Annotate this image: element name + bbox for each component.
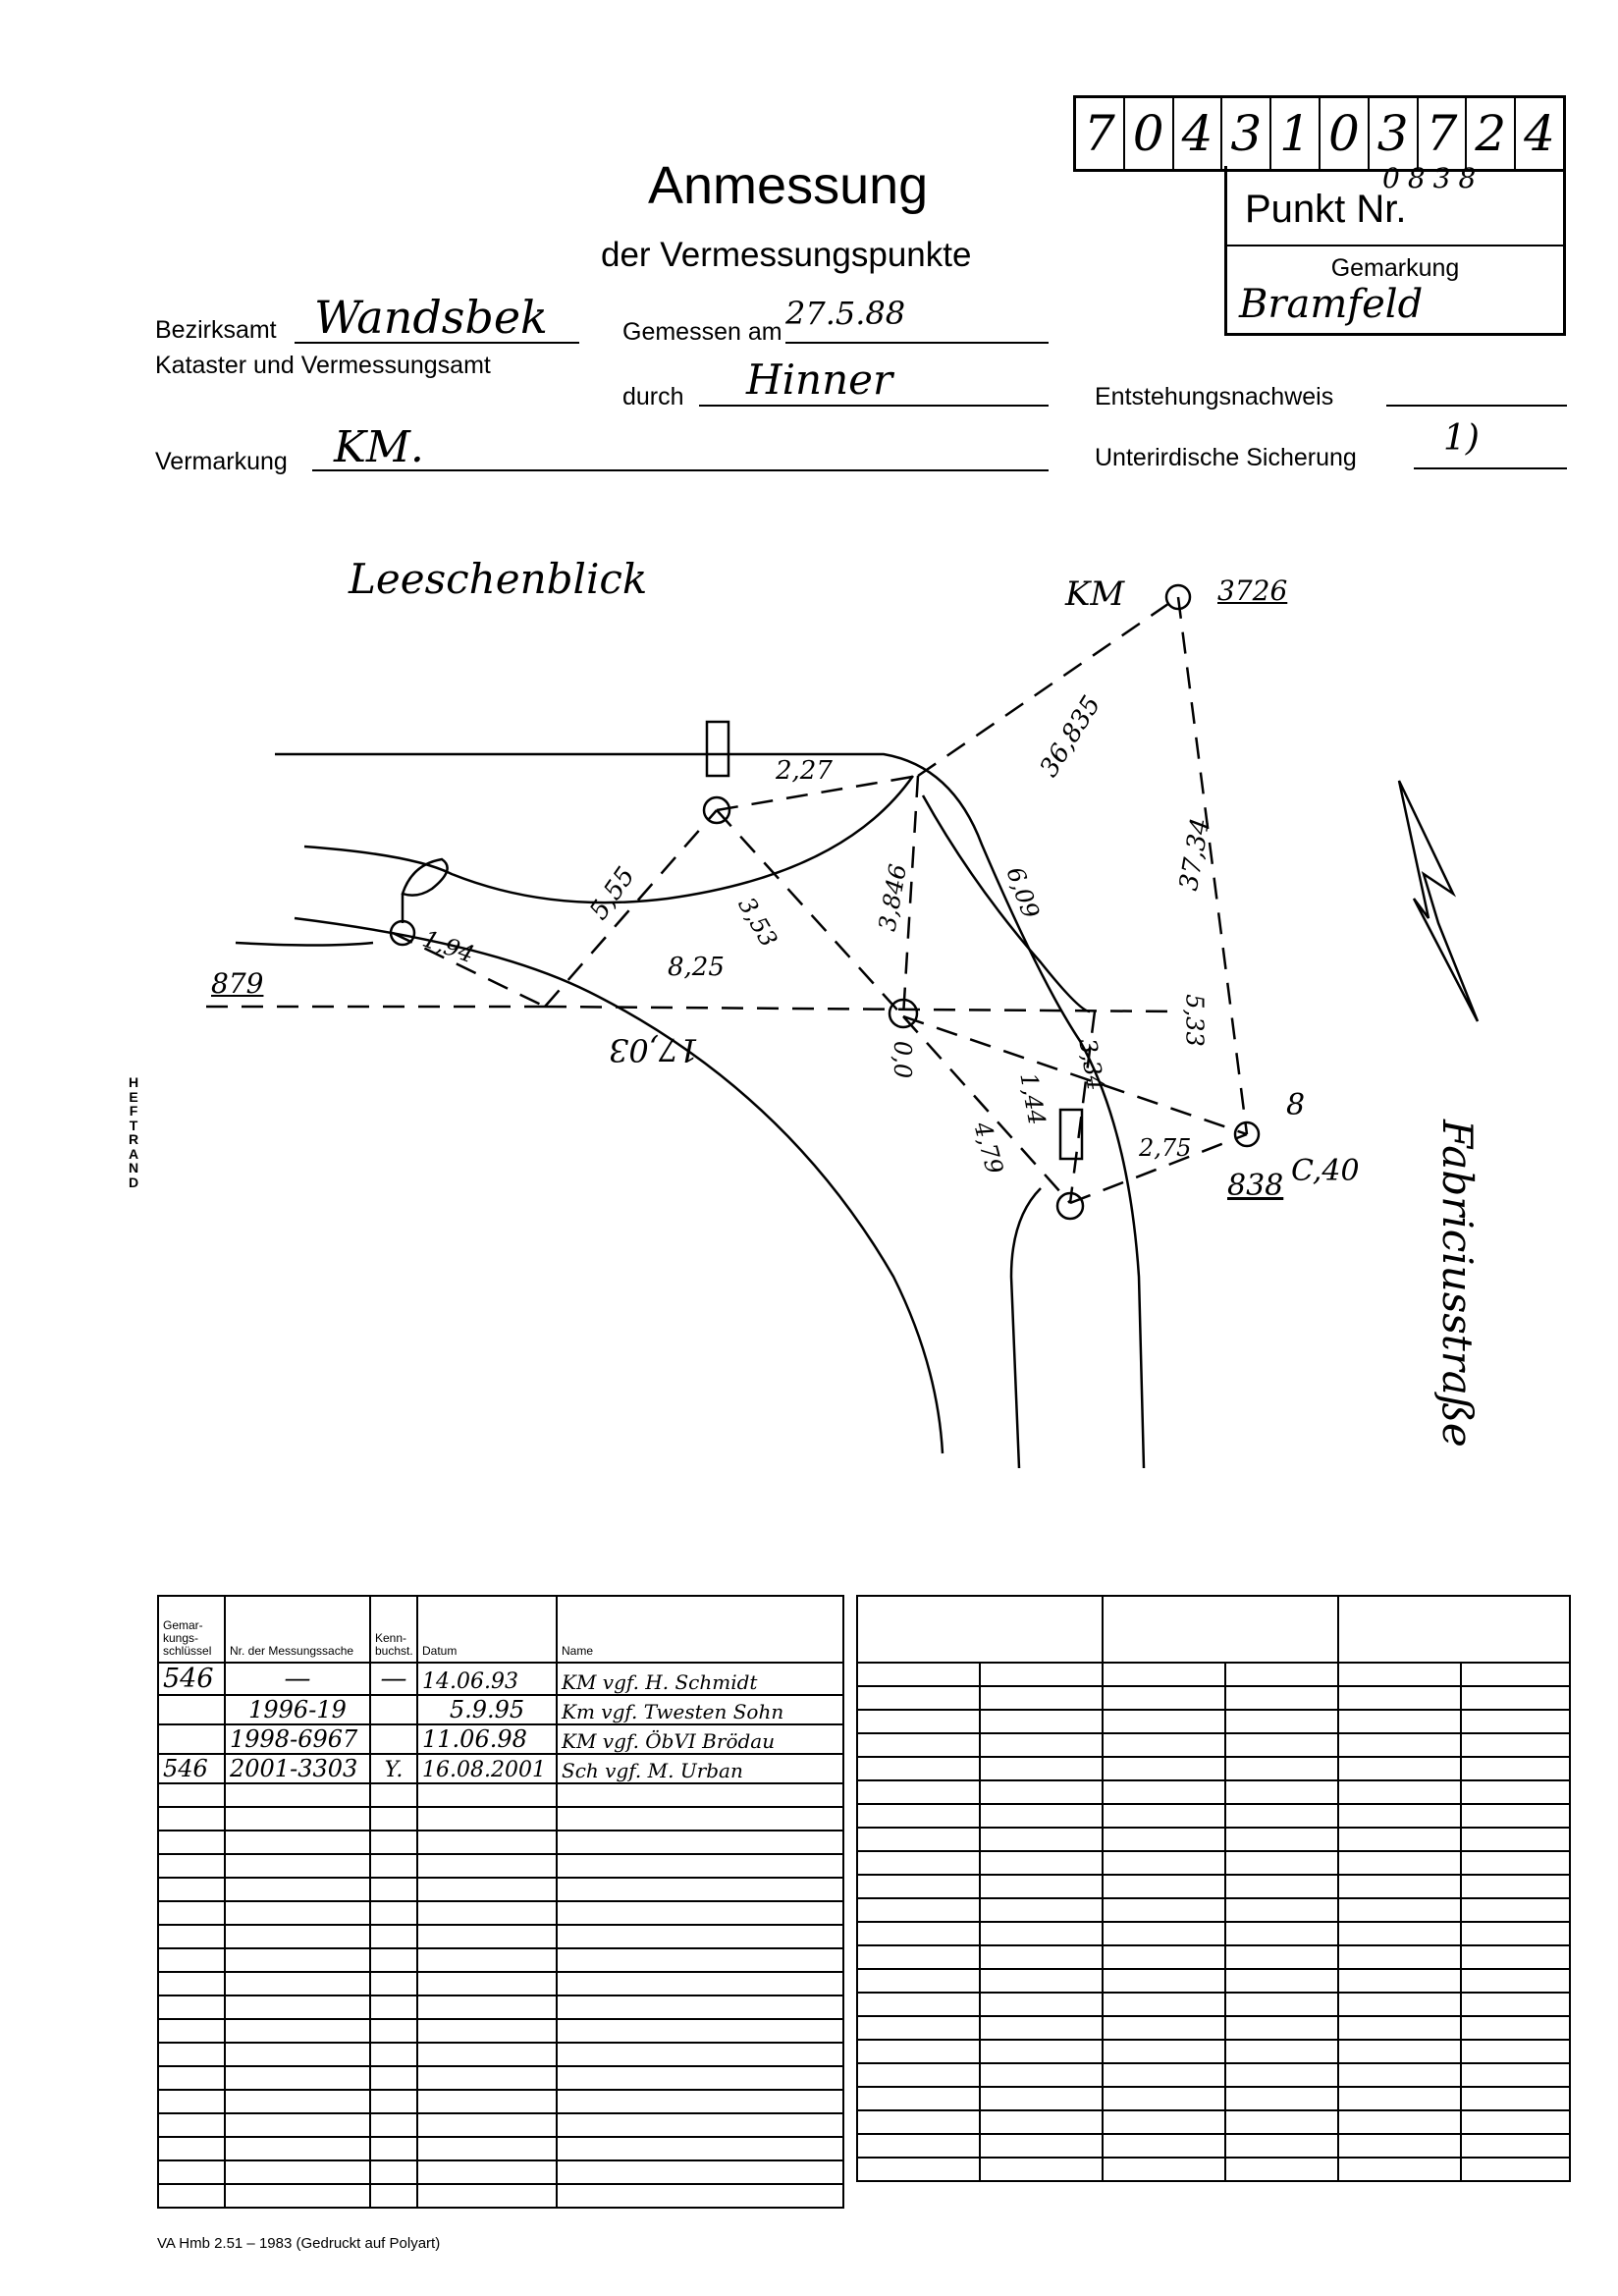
table-row bbox=[158, 2043, 843, 2066]
document-subtitle: der Vermessungspunkte bbox=[601, 236, 972, 274]
column-header: Kenn-buchst. bbox=[370, 1596, 417, 1663]
cell: 16.08.2001 bbox=[417, 1754, 557, 1783]
digit-cell: 3 bbox=[1222, 98, 1271, 169]
table-row bbox=[857, 2040, 1570, 2063]
cell: 2001-3303 bbox=[225, 1754, 370, 1783]
cell: 11.06.98 bbox=[417, 1724, 557, 1754]
table-row bbox=[857, 1922, 1570, 1945]
column-header: Name bbox=[557, 1596, 843, 1663]
table-row bbox=[857, 1898, 1570, 1922]
km-label: KM bbox=[1065, 574, 1125, 614]
table-row bbox=[158, 1854, 843, 1878]
cell: Sch vgf. M. Urban bbox=[557, 1754, 843, 1783]
table-row bbox=[158, 1831, 843, 1854]
table-row bbox=[158, 2090, 843, 2113]
point-879-label: 879 bbox=[211, 967, 264, 1000]
measure-label: 5,33 bbox=[1180, 994, 1209, 1047]
table-row bbox=[857, 2110, 1570, 2134]
table-row bbox=[158, 2184, 843, 2208]
table-row bbox=[857, 2134, 1570, 2158]
measure-label: 2,75 bbox=[1139, 1134, 1192, 1162]
vermarkung-value: KM. bbox=[334, 422, 424, 472]
point-838-label: 838 bbox=[1227, 1169, 1284, 1203]
table-row bbox=[857, 1945, 1570, 1969]
digit-cell: 1 bbox=[1271, 98, 1321, 169]
road-curve-lower bbox=[1011, 1188, 1041, 1468]
table-row bbox=[857, 1804, 1570, 1828]
table-row bbox=[158, 1695, 843, 1724]
digit-cell: 0 bbox=[1321, 98, 1370, 169]
measure-label: 17,03 bbox=[609, 1031, 699, 1068]
punkt-label: Punkt Nr. bbox=[1245, 188, 1407, 231]
digit-cell: 4 bbox=[1524, 105, 1555, 162]
table-row bbox=[857, 2087, 1570, 2110]
digit-cell: 0 bbox=[1125, 98, 1174, 169]
cell bbox=[158, 1724, 225, 1754]
cell bbox=[370, 1695, 417, 1724]
form-footer: VA Hmb 2.51 – 1983 (Gedruckt auf Polyart) bbox=[157, 2235, 441, 2252]
column-header: Gemar-kungs-schlüssel bbox=[158, 1596, 225, 1663]
heftrand-label: HEFTRAND bbox=[128, 1074, 139, 1190]
gemessen-value: 27.5.88 bbox=[785, 295, 906, 332]
measure-label: 36,835 bbox=[1034, 690, 1107, 783]
cell: Km vgf. Twesten Sohn bbox=[557, 1695, 843, 1724]
measure-label: 3,34 bbox=[1073, 1036, 1110, 1093]
table-row bbox=[857, 1663, 1570, 1686]
cell bbox=[158, 1695, 225, 1724]
cell: KM vgf. ÖbVI Brödau bbox=[557, 1724, 843, 1754]
registration-table bbox=[157, 1595, 844, 2209]
table-row bbox=[857, 1686, 1570, 1710]
table-row bbox=[158, 1807, 843, 1831]
point-3726-label: 3726 bbox=[1217, 574, 1288, 607]
gemarkung-value: Bramfeld bbox=[1239, 282, 1424, 327]
street-name-top: Leeschenblick bbox=[349, 555, 648, 603]
measure-label: 1,44 bbox=[1014, 1070, 1052, 1127]
table-row bbox=[158, 1948, 843, 1972]
sicherung-value: 1) bbox=[1443, 418, 1480, 459]
table-row bbox=[857, 1969, 1570, 1993]
kataster-label: Kataster und Vermessungsamt bbox=[155, 352, 491, 379]
street-name-right: Fabriciusstraße bbox=[1433, 1120, 1482, 1448]
bezirksamt-value: Wandsbek bbox=[314, 291, 548, 344]
table-row bbox=[158, 2019, 843, 2043]
offset-c40-label: C,40 bbox=[1291, 1154, 1360, 1188]
measure-label: 1,94 bbox=[418, 924, 478, 969]
table-row bbox=[158, 1754, 843, 1783]
digit-cell: 2 bbox=[1467, 98, 1516, 169]
table-row bbox=[158, 1901, 843, 1925]
column-header: Datum bbox=[417, 1596, 557, 1663]
cell: 546 bbox=[158, 1754, 225, 1783]
cell bbox=[370, 1724, 417, 1754]
table-row bbox=[158, 1724, 843, 1754]
digit-cell: 4 bbox=[1174, 98, 1223, 169]
bezirksamt-label: Bezirksamt bbox=[155, 316, 277, 344]
point-8-label: 8 bbox=[1286, 1088, 1306, 1122]
table-row bbox=[158, 1663, 843, 1695]
table-row bbox=[158, 1972, 843, 1995]
measure-label: 4,79 bbox=[968, 1119, 1009, 1177]
cell: 5.9.95 bbox=[417, 1695, 557, 1724]
table-row bbox=[857, 1828, 1570, 1851]
north-arrow-icon bbox=[1399, 781, 1478, 1021]
table-row bbox=[158, 1925, 843, 1948]
road-curve-main bbox=[295, 918, 943, 1453]
road-stub bbox=[236, 943, 373, 946]
gemessen-label: Gemessen am bbox=[622, 318, 782, 346]
entstehung-label: Entstehungsnachweis bbox=[1095, 383, 1334, 410]
table-row bbox=[857, 1993, 1570, 2016]
table-row bbox=[158, 2066, 843, 2090]
second-register-table bbox=[856, 1595, 1571, 2182]
table-row bbox=[857, 2016, 1570, 2040]
table-row bbox=[857, 1851, 1570, 1875]
column-header: Nr. der Messungssache bbox=[225, 1596, 370, 1663]
cell: 546 bbox=[158, 1663, 225, 1695]
cell: — bbox=[370, 1663, 417, 1695]
measure-label: 37,34 bbox=[1173, 815, 1216, 894]
road-curb-inner bbox=[923, 795, 1090, 1011]
table-row bbox=[158, 1783, 843, 1807]
table-row bbox=[857, 2063, 1570, 2087]
measure-label: 6,09 bbox=[1000, 863, 1046, 922]
digit-cell: 7 bbox=[1419, 98, 1468, 169]
measure-label: 3,53 bbox=[732, 892, 783, 953]
table-row bbox=[857, 1757, 1570, 1780]
digit-cell: 3 bbox=[1370, 98, 1419, 169]
punkt-value: 0838 bbox=[1382, 162, 1484, 194]
measure-label: 2,27 bbox=[776, 756, 833, 786]
table-row bbox=[857, 1875, 1570, 1898]
cell: 14.06.93 bbox=[417, 1663, 557, 1695]
table-row bbox=[158, 1878, 843, 1901]
table-row bbox=[158, 2160, 843, 2184]
table-row bbox=[158, 2137, 843, 2160]
durch-label: durch bbox=[622, 383, 684, 410]
table-row bbox=[857, 2158, 1570, 2181]
table-row bbox=[857, 1780, 1570, 1804]
road-edge-right bbox=[275, 754, 1144, 1468]
table-row bbox=[158, 1995, 843, 2019]
measure-label: 0,0 bbox=[889, 1040, 917, 1079]
table-header-row bbox=[158, 1596, 843, 1663]
cell: KM vgf. H. Schmidt bbox=[557, 1663, 843, 1695]
cell: — bbox=[225, 1663, 370, 1695]
document-title: Anmessung bbox=[648, 156, 929, 215]
digit-cell: 7 bbox=[1076, 98, 1125, 169]
measure-label: 8,25 bbox=[668, 953, 725, 982]
cell: Y. bbox=[370, 1754, 417, 1783]
vermarkung-label: Vermarkung bbox=[155, 448, 288, 475]
sicherung-label: Unterirdische Sicherung bbox=[1095, 444, 1357, 471]
table-row bbox=[857, 1710, 1570, 1733]
measure-label: 3,846 bbox=[873, 861, 913, 934]
cell: 1996-19 bbox=[225, 1695, 370, 1724]
table-row bbox=[857, 1733, 1570, 1757]
table-row bbox=[158, 2113, 843, 2137]
measure-label: 5,55 bbox=[584, 861, 641, 926]
durch-value: Hinner bbox=[746, 355, 893, 404]
marker-box bbox=[707, 722, 728, 776]
gemarkung-label: Gemarkung bbox=[1330, 254, 1460, 282]
cell: 1998-6967 bbox=[225, 1724, 370, 1754]
table-header-row bbox=[857, 1596, 1570, 1663]
